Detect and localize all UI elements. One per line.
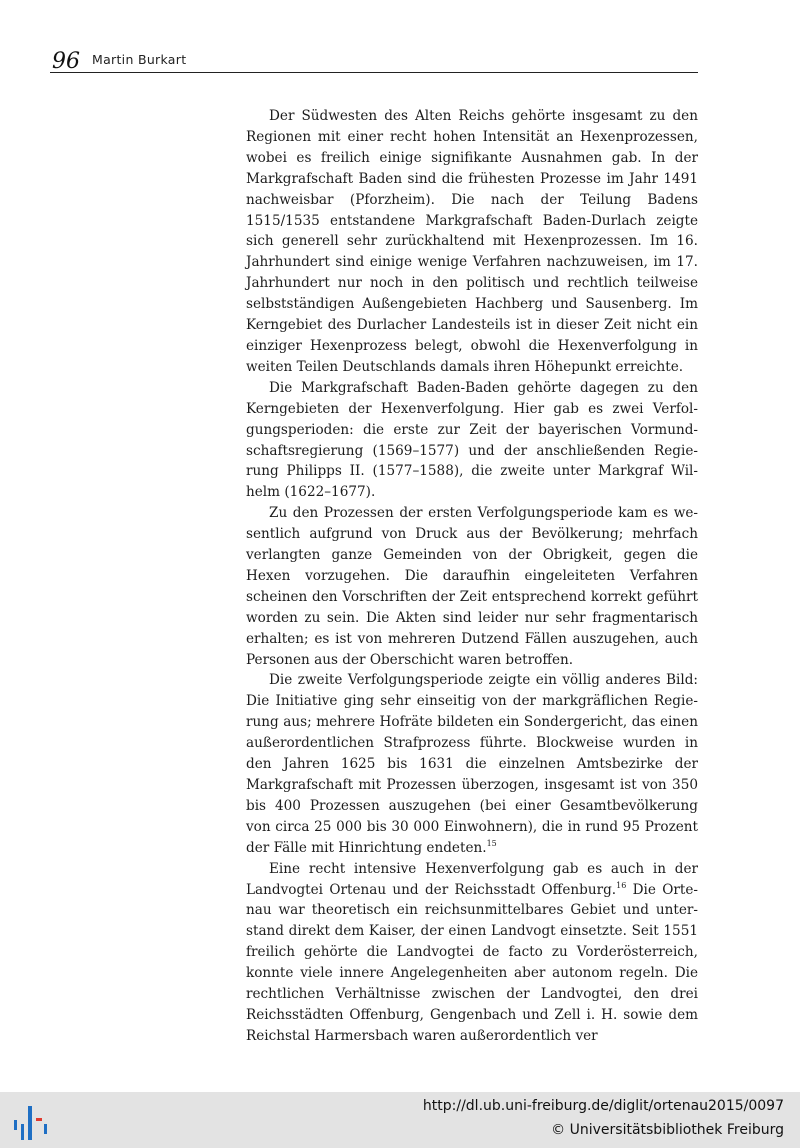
paragraph-4-text: Die zweite Verfolgungsperiode zeigte ein völlig anderes Bild: Die Initiative ging sehr einseitig von der markgräflichen Regierung aus; mehrere Hofräte bildeten ein Sondergericht, das einen außerordentlichen Strafprozess führte. Blockweise wurden in den Jahren 1625 bis 1631 die einzelnen Amtsbezirke der Markgrafschaft mit Prozessen überzogen, insgesamt ist von 350 bis 400 Prozessen auszugehen (bei einer Gesamtbevölkerung von circa 25 000 bis 30 000 Einwohnern), die in rund 95 Prozent der Fälle mit Hinrichtung endeten. [246, 672, 698, 856]
paragraph-2: Die Markgrafschaft Baden-Baden gehörte dagegen zu den Kerngebieten der Hexenverfolgung. Hier gab es zwei Verfolgungsperioden: die erste zur Zeit der bayerischen Vormundschaftsregierung (1569–1577) und der anschließenden Regierung Philipps II. (1577–1588), die zweite unter Markgraf Wilhelm (1622–1677). [246, 379, 698, 501]
footnote-ref-16[interactable]: 16 [616, 880, 627, 890]
paragraph-4 [246, 670, 698, 858]
body-text [246, 106, 698, 1047]
paragraph-5 [246, 859, 698, 1047]
paragraph-3: Zu den Prozessen der ersten Verfolgungsperiode kam es wesentlich aufgrund von Druck aus der Bevölkerung; mehrfach verlangten ganze Gemeinden von der Obrigkeit, gegen die Hexen vorzugehen. Die daraufhin eingeleiteten Verfahren scheinen den Vorschriften der Zeit entsprechend korrekt geführt worden zu sein. Die Akten sind leider nur sehr fragmentarisch erhalten; es ist von mehreren Dutzend Fällen auszugehen, auch Personen aus der Oberschicht waren betroffen. [246, 505, 698, 668]
paragraph-1: Der Südwesten des Alten Reichs gehörte insgesamt zu den Regionen mit einer recht hohen Intensität an Hexenprozessen, wobei es freilich einige signifikante Ausnahmen gab. In der Markgrafschaft Baden sind die frühesten Prozesse im Jahr 1491 nachweisbar (Pforzheim). Die nach der Teilung Badens 1515/1535 entstandene Markgrafschaft Baden-Durlach zeigte sich generell sehr zurückhaltend mit Hexenprozessen. Im 16. Jahrhundert sind einige wenige Verfahren nachzuweisen, im 17. Jahrhundert nur noch in den politisch und rechtlich teilweise selbstständigen Außengebieten Hachberg und Sausenberg. Im Kerngebiet des Durlacher Landesteils ist in dieser Zeit nicht ein einziger Hexenprozess belegt, obwohl die Hexenverfolgung in weiten Teilen Deutschlands damals ihren Höhepunkt erreichte. [246, 108, 698, 375]
ub-freiburg-logo-icon[interactable] [12, 1104, 52, 1142]
footer-bar [0, 1092, 800, 1148]
paragraph-5-text-a: Eine recht intensive Hexenverfolgung gab es auch in der Landvogtei Ortenau und der Reichsstadt Offenburg. [246, 860, 698, 898]
page-header [50, 48, 698, 73]
footnote-ref-15[interactable]: 15 [486, 838, 497, 848]
page-number: 96 [52, 49, 80, 74]
running-head-author: Martin Burkart [92, 52, 187, 67]
paragraph-5-text-b: Die Ortenau war theoretisch ein reichsunmittelbares Gebiet und unterstand direkt dem Kaiser, der einen Landvogt einsetzte. Seit 1551 freilich gehörte die Landvogtei de facto zu Vorderösterreich, konnte viele innere Angelegenheiten aber autonom regeln. Die rechtlichen Verhältnisse zwischen der Landvogtei, den drei Reichsstädten Offenburg, Gengenbach und Zell i. H. sowie dem Reichstal Harmersbach waren außerordentlich ver [246, 881, 698, 1044]
footer-copyright: © Universitätsbibliothek Freiburg [551, 1122, 784, 1138]
footer-url-link[interactable]: http://dl.ub.uni-freiburg.de/diglit/ortenau2015/0097 [422, 1098, 784, 1114]
